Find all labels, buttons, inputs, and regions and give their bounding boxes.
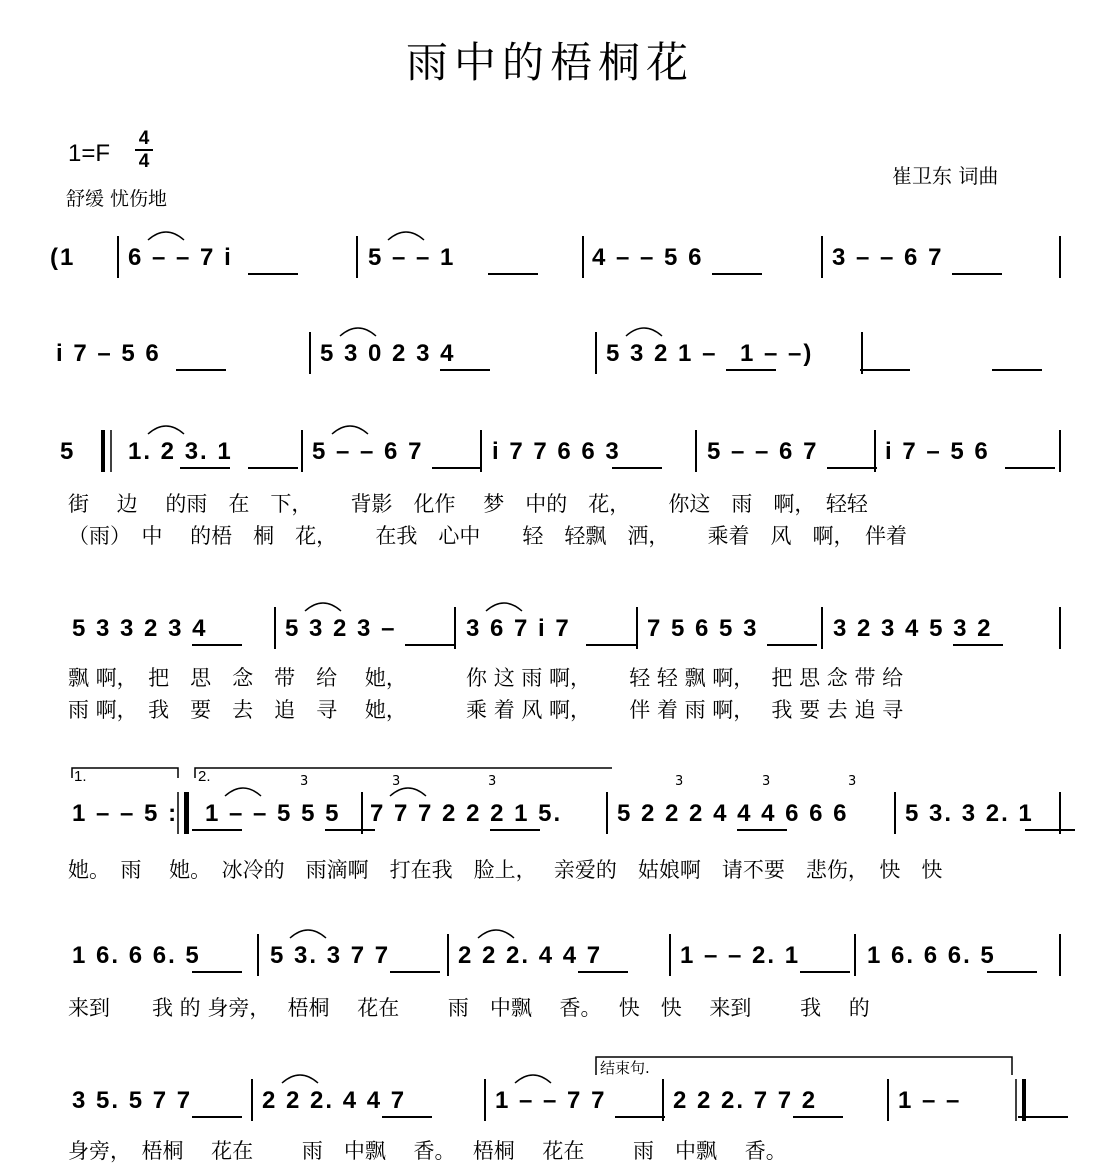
note-group: i 7 7 6 6 3 [492, 438, 621, 465]
lyric-line: 身旁， 梧桐 花在 雨 中飘 香。 梧桐 花在 雨 中飘 香。 [68, 1139, 787, 1163]
note-group: 5 3 2 1 – [606, 340, 718, 367]
note-group: 3 5. 5 7 7 [72, 1087, 193, 1114]
note-group: 1 – – 5 : [72, 800, 179, 827]
coda-bracket [596, 1057, 1012, 1075]
triplet-mark: 3 [300, 774, 309, 789]
lyric-line: 来到 我 的 身旁， 梧桐 花在 雨 中飘 香。 快 快 来到 我 的 [68, 996, 870, 1020]
triplet-mark: 3 [392, 774, 401, 789]
tempo-marking: 舒缓 忧伤地 [66, 188, 168, 210]
slur-arc [332, 426, 368, 434]
slur-arc [478, 930, 514, 938]
triplet-mark: 3 [675, 774, 684, 789]
time-signature-bottom: 4 [138, 151, 150, 172]
note-group: 3 – – 6 7 [832, 244, 944, 271]
lyric-line: 街 边 的雨 在 下， 背影 化作 梦 中的 花， 你这 雨 啊， 轻轻 [68, 492, 868, 516]
note-group: 5 3 0 2 3 4 [320, 340, 456, 367]
note-group: 4 – – 5 6 [592, 244, 704, 271]
note-group: 1 – – 7 7 [495, 1087, 607, 1114]
note-group: 5 3. 3 2. 1 [905, 800, 1034, 827]
first-ending-label: 1. [74, 768, 87, 785]
first-ending-bracket [72, 768, 178, 778]
slur-arc [390, 788, 426, 796]
slur-arc [388, 232, 424, 240]
slur-arc [282, 1075, 318, 1083]
slur-arc [305, 603, 341, 611]
note-group: 1 – – 5 5 5 [205, 800, 341, 827]
slur-arc [290, 930, 326, 938]
note-group: 6 – – 7 i [128, 244, 233, 271]
note-group: 7 5 6 5 3 [647, 615, 759, 642]
note-group: (1 [50, 244, 76, 271]
triplet-mark: 3 [848, 774, 857, 789]
note-group: 5 – – 6 7 [707, 438, 819, 465]
slur-arc [626, 328, 662, 336]
slur-arc [148, 232, 184, 240]
second-ending-label: 2. [198, 768, 211, 785]
triplet-mark: 3 [488, 774, 497, 789]
lyric-line: 飘 啊， 把 思 念 带 给 她， 你 这 雨 啊， 轻 轻 飘 啊， 把 思 念 带 给 [68, 666, 904, 690]
time-signature-top: 4 [138, 128, 150, 149]
second-ending-bracket [195, 768, 612, 778]
note-group: 5 3 2 3 – [285, 615, 397, 642]
slur-arc [486, 603, 522, 611]
note-group: 1 – – 2. 1 [680, 942, 801, 969]
song-title: 雨中的梧桐花 [405, 38, 694, 87]
note-group: 7 7 7 2 2 2 1 5. [370, 800, 563, 827]
note-group: 1 – – [898, 1087, 962, 1114]
note-group: 5 – – 6 7 [312, 438, 424, 465]
note-group: 5 3. 3 7 7 [270, 942, 391, 969]
slur-arc [340, 328, 376, 336]
note-group: i 7 – 5 6 [885, 438, 990, 465]
note-group: 1 6. 6 6. 5 [72, 942, 201, 969]
note-group: 5 3 3 2 3 4 [72, 615, 208, 642]
note-group: 5 2 2 2 4 4 4 6 6 6 [617, 800, 849, 827]
note-group: 2 2 2. 7 7 2 [673, 1087, 818, 1114]
note-group: 1 – –) [740, 340, 814, 367]
time-signature [133, 128, 155, 172]
note-group: 2 2 2. 4 4 7 [458, 942, 603, 969]
slur-arc [225, 788, 261, 796]
note-group: 5 – – 1 [368, 244, 456, 271]
author-credit: 崔卫东 词曲 [892, 164, 999, 188]
lyric-line: 雨 啊， 我 要 去 追 寻 她， 乘 着 风 啊， 伴 着 雨 啊， 我 要 去 追 寻 [68, 698, 904, 722]
note-group: 1. 2 3. 1 [128, 438, 233, 465]
note-group: 2 2 2. 4 4 7 [262, 1087, 407, 1114]
slur-arc [515, 1075, 551, 1083]
lyric-line: （雨） 中 的梧 桐 花， 在我 心中 轻 轻飘 洒， 乘着 风 啊， 伴着 [68, 524, 908, 548]
slur-arc [148, 426, 184, 434]
note-group: 1 6. 6 6. 5 [867, 942, 996, 969]
lyric-line: 她。 雨 她。 冰冷的 雨滴啊 打在我 脸上， 亲爱的 姑娘啊 请不要 悲伤， 快 快 [68, 858, 943, 882]
triplet-mark: 3 [762, 774, 771, 789]
note-group: i 7 – 5 6 [56, 340, 161, 367]
note-group: 5 [60, 438, 76, 465]
note-group: 3 2 3 4 5 3 2 [833, 615, 993, 642]
coda-label: 结束句. [600, 1059, 650, 1077]
note-group: 3 6 7 i 7 [466, 615, 571, 642]
key-signature: 1=F [68, 140, 111, 167]
